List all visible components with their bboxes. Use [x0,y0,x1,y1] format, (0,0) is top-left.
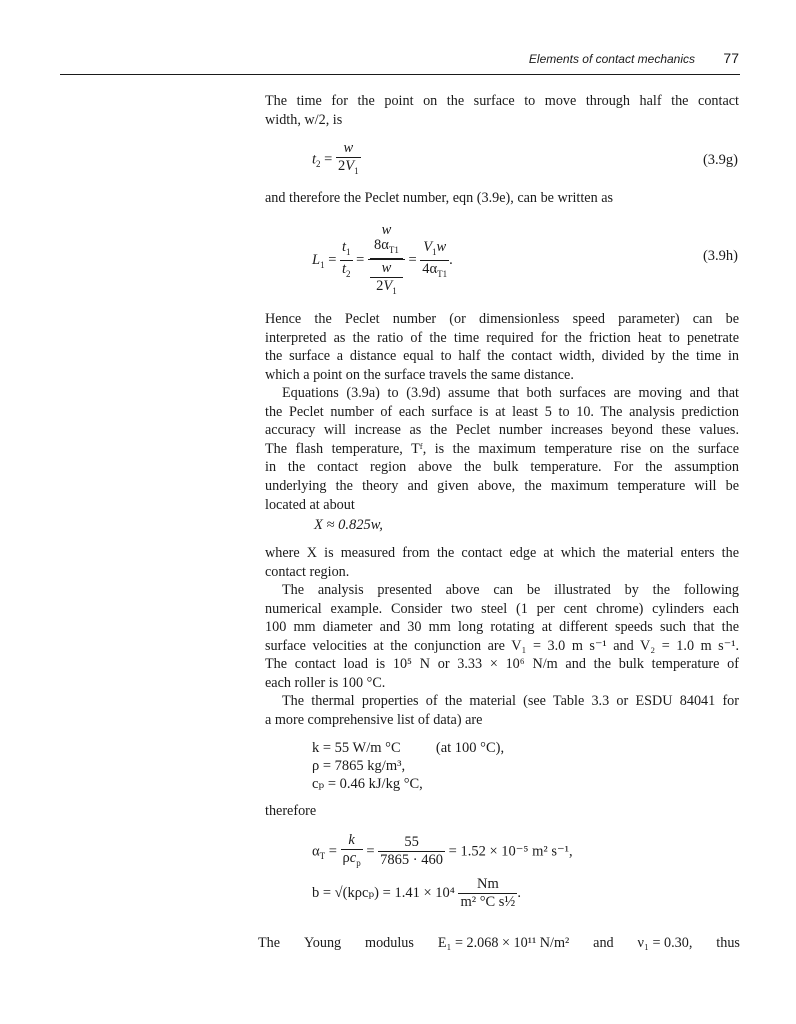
text-word: and [593,935,614,951]
text-line: underlying the theory and given above, the maximum temperature will be [265,477,739,494]
text-line: The analysis presented above can be illustrated by the following [282,582,739,598]
property-k [312,740,504,757]
text-line: and therefore the Peclet number, eqn (3.9e), can be written as [265,190,614,206]
header-rule [60,74,740,75]
equation-label-3-9h: (3.9h) [702,248,738,264]
equation-3-9h: $L_1$ = $\frac{t_1}{t_2}$ = w $8\alpha_{T1}$ w $2V_1$ = $\frac{V_1w}{4\alpha_{T1}}$ . [312,222,453,296]
paragraph-x-definition [265,544,739,581]
paragraph-numerical-example [265,581,739,693]
property-k-value: k = 55 W/m °C [312,740,401,756]
equation-max-temp-location: X ≈ 0.825w, [314,517,383,533]
paragraph-equations-assumption [265,384,739,514]
text-line: interpreted as the ratio of the time required for the friction heat to penetrate [265,329,739,346]
paragraph-peclet-meaning [265,310,739,384]
property-rho: ρ = 7865 kg/m³, [312,758,406,774]
text-line: the surface a distance equal to half the contact width, divided by the time in [265,348,739,365]
equation-thermal-coefficient: b = √(kρcₚ) = 1.41 × 10⁴ $\frac{Nm}{\text{m² °C s½}}$ . [312,876,521,910]
text-line: The contact load is 10⁵ N or 3.33 × 10⁶ N/m and the bulk temperature of [265,656,739,673]
text-line: width, w/2, is [265,111,343,128]
text-line: accuracy will increase as the Peclet number increases beyond these values. [265,422,739,439]
text-word: Young [303,935,342,951]
text-word: The [258,935,281,951]
text-line: numerical example. Consider two steel (1 per cent chrome) cylinders each [265,600,739,617]
text-word: modulus [365,935,414,951]
property-k-note: (at 100 °C), [435,740,505,756]
equation-3-9g: $t_2$ = $\frac{w}{2V_1}$ [312,140,359,176]
running-title: Elements of contact mechanics [528,52,695,66]
text-line: in the contact region above the bulk temperature. For the assumption [265,459,739,476]
paragraph-therefore [265,802,739,821]
text-line: contact region. [265,563,350,580]
page-number: 77 [723,50,739,66]
text-line: 100 mm diameter and 30 mm long rotating at different speeds such that the [265,619,739,636]
unit-numerator: Nm [458,876,517,894]
text-line: Hence the Peclet number (or dimensionless speed parameter) can be [265,311,739,327]
text-line: surface velocities at the conjunction are V₁ = 3.0 m s⁻¹ and V₂ = 1.0 m s⁻¹. [265,637,739,654]
text-line: The time for the point on the surface to move through half the contact [265,93,739,109]
text-line: therefore [265,803,317,819]
text-word: thus [716,935,740,951]
equation-thermal-coefficient-lhs: b = √(kρcₚ) = 1.41 × 10⁴ [312,884,455,901]
line-young-modulus [258,934,740,953]
text-line: The flash temperature, Tᶠ, is the maximum temperature rise on the surface [265,440,739,457]
text-line: the Peclet number of each surface is at least 5 to 10. The analysis prediction [265,403,739,420]
text-word: E₁ = 2.068 × 10¹¹ N/m² [437,935,570,951]
equation-thermal-diffusivity-result: = 1.52 × 10⁻⁵ m² s⁻¹, [448,843,573,860]
text-line: which a point on the surface travels the same distance. [265,366,574,383]
text-line: located at about [265,496,355,513]
property-cp: cₚ = 0.46 kJ/kg °C, [312,776,423,792]
equation-label-3-9g: (3.9g) [702,152,738,168]
paragraph-peclet-intro [265,189,739,208]
paragraph-time [265,92,739,129]
text-line: each roller is 100 °C. [265,674,386,691]
paragraph-thermal-properties [265,692,739,729]
equation-thermal-diffusivity: $\alpha_T$ = $\frac{k}{\rho c_p}$ = $\frac{55}{7865 \cdot 460}$ = 1.52 × 10⁻⁵ m² s⁻¹, [312,832,573,869]
running-header [0,50,740,70]
text-word: ν₁ = 0.30, [637,935,693,951]
text-line: Equations (3.9a) to (3.9d) assume that both surfaces are moving and that [282,385,739,401]
text-line: where X is measured from the contact edge at which the material enters the [265,545,739,561]
text-line: a more comprehensive list of data) are [265,711,483,728]
unit-denominator: m² °C s½ [460,894,516,910]
text-line: The thermal properties of the material (see Table 3.3 or ESDU 84041 for [282,693,739,709]
